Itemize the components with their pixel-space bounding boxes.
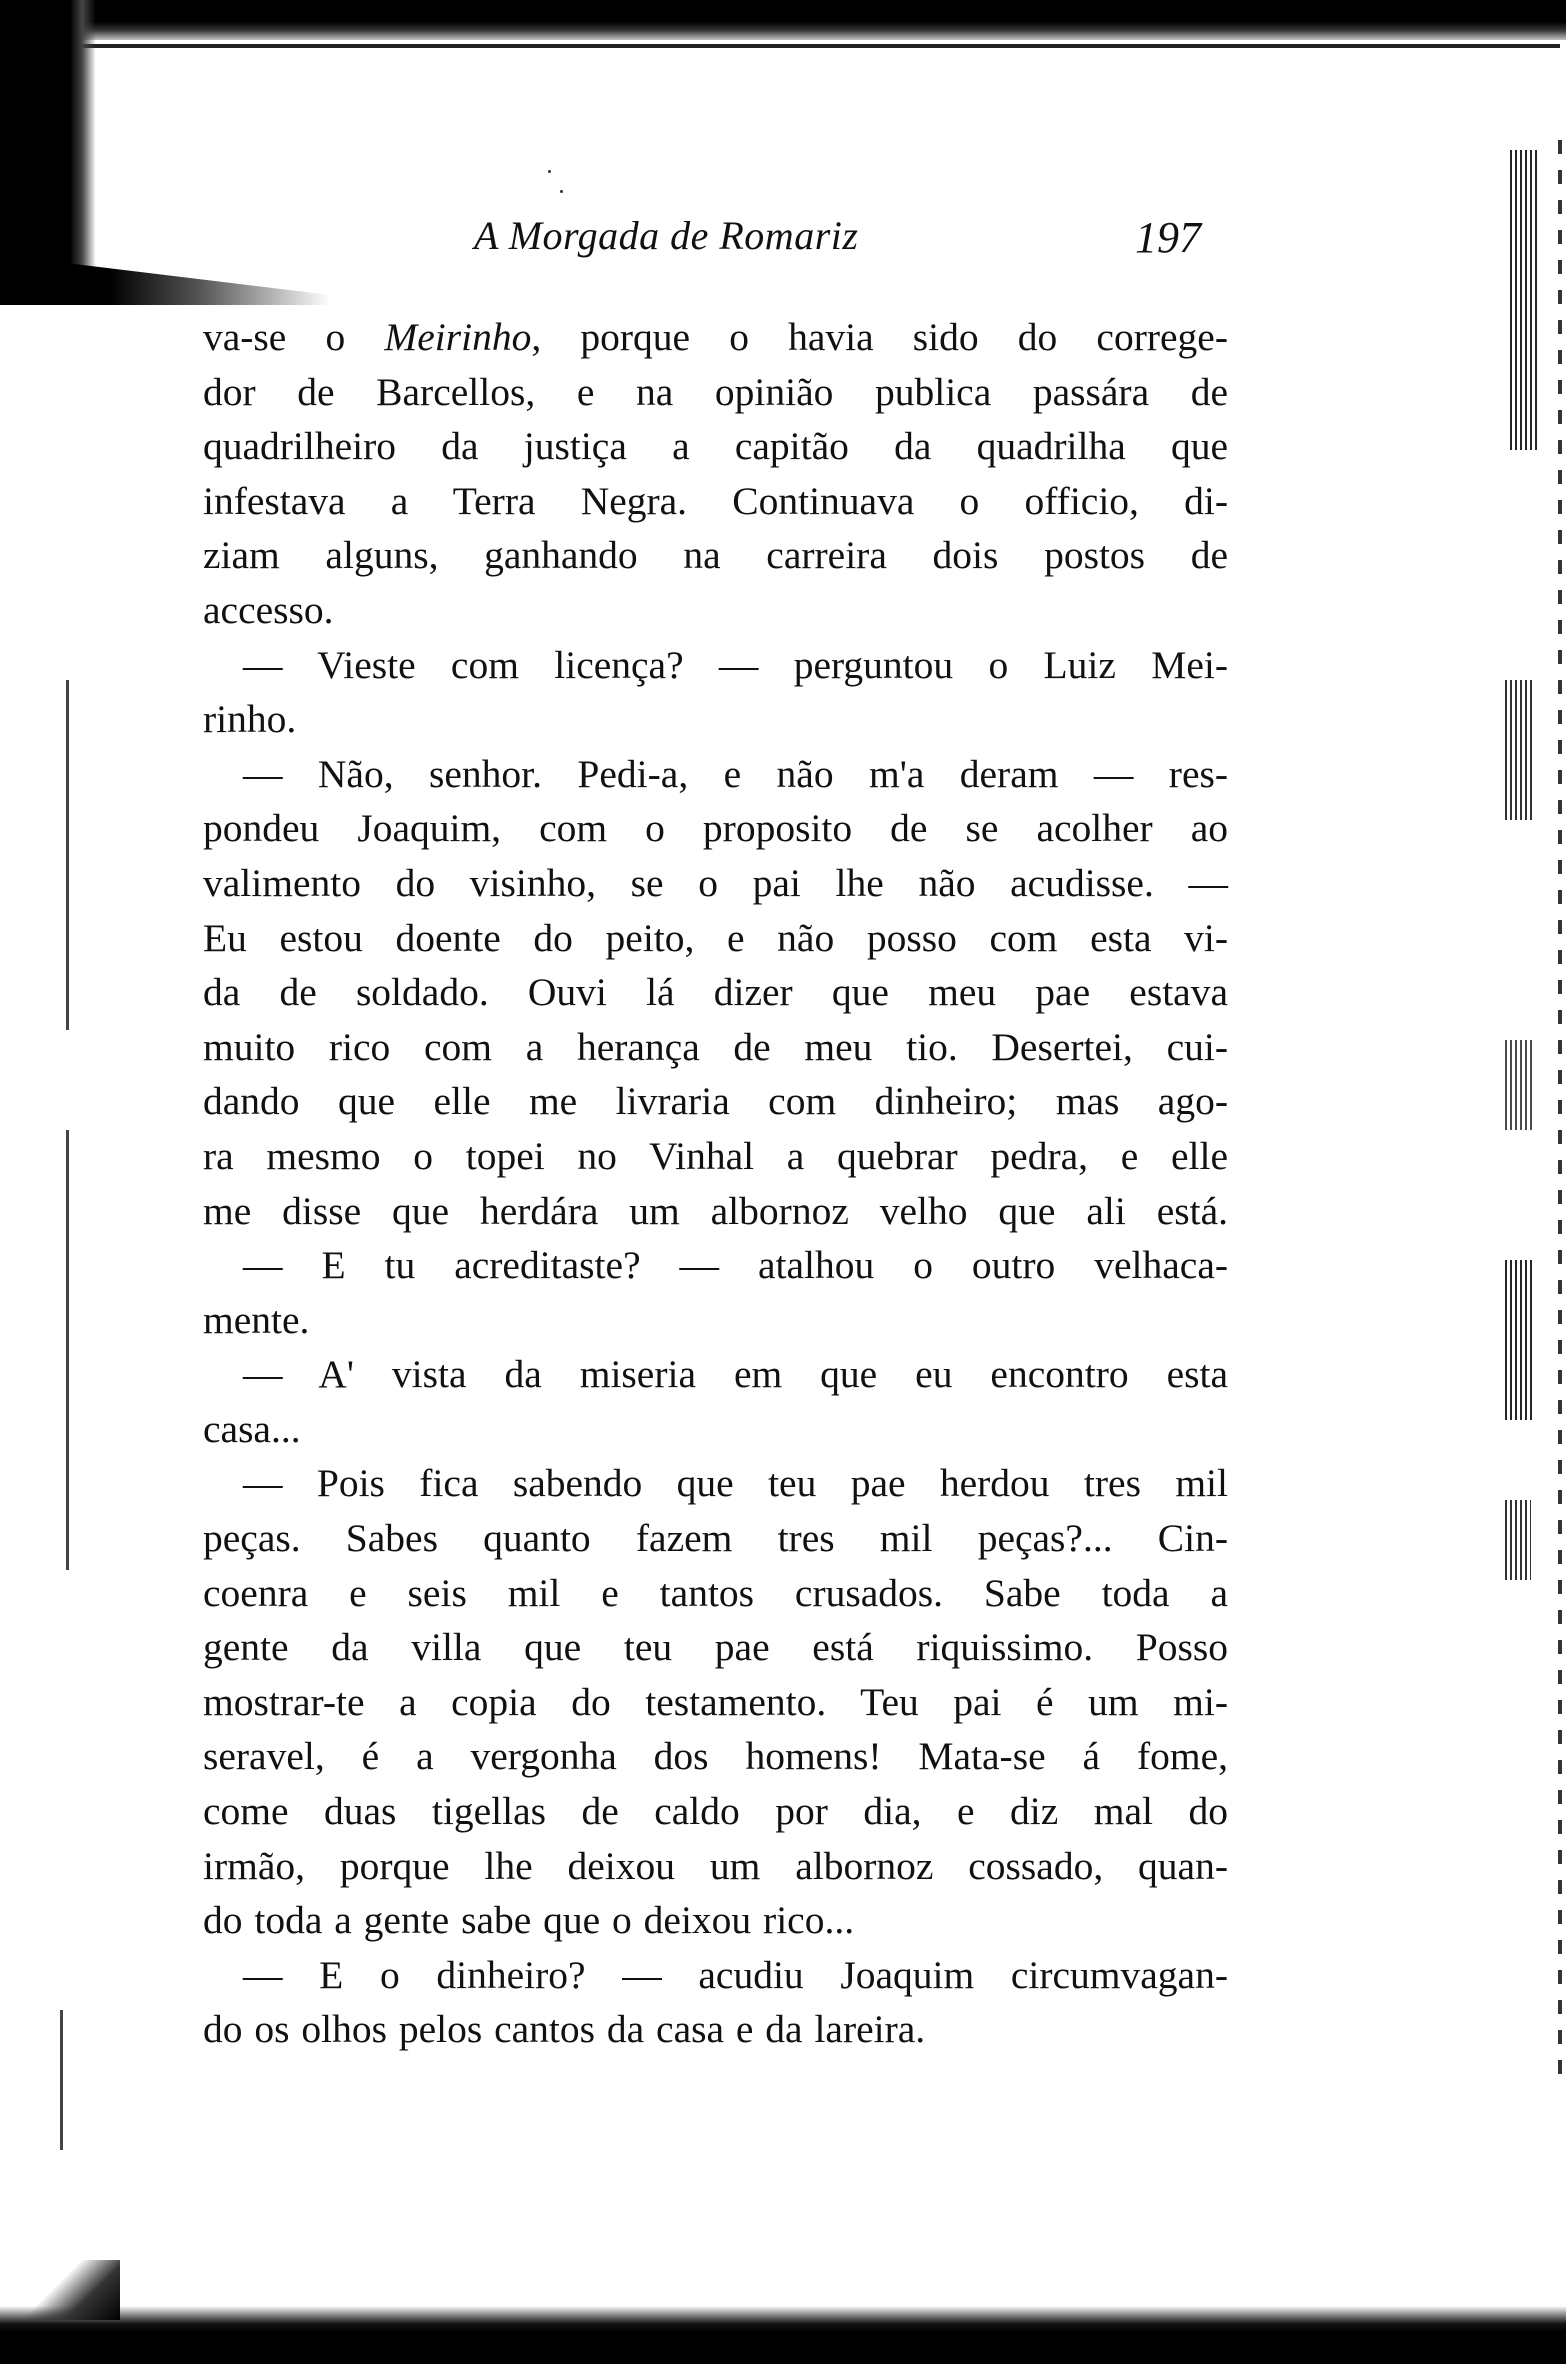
text-line: casa...	[203, 1406, 301, 1451]
text-line: da de soldado. Ouvi lá dizer que meu pae estava	[203, 970, 1228, 1015]
scan-bleedthrough-mark	[1505, 680, 1535, 820]
text-line: — Vieste com licença? — perguntou o Luiz Mei-	[243, 642, 1228, 687]
scan-margin-line	[66, 1130, 69, 1570]
scan-edge-right	[1558, 140, 1562, 2090]
text-line: coenra e seis mil e tantos crusados. Sabe toda a	[203, 1570, 1228, 1615]
scan-speck	[560, 190, 563, 193]
text-line: pondeu Joaquim, com o proposito de se acolher ao	[203, 806, 1228, 851]
scan-bleedthrough-mark	[1505, 1500, 1531, 1580]
text-line: peças. Sabes quanto fazem tres mil peças?... Cin-	[203, 1516, 1228, 1561]
text-line: — A' vista da miseria em que eu encontro esta	[243, 1352, 1228, 1397]
text-line: gente da villa que teu pae está riquissimo. Posso	[203, 1625, 1228, 1670]
page-number: 197	[1135, 213, 1201, 262]
text-line: — Pois fica sabendo que teu pae herdou tres mil	[243, 1461, 1228, 1506]
text-line: me disse que herdára um albornoz velho que ali está.	[203, 1188, 1228, 1233]
text-line: irmão, porque lhe deixou um albornoz cossado, quan-	[203, 1843, 1228, 1888]
text-line: mente.	[203, 1297, 310, 1342]
text-line: dando que elle me livraria com dinheiro; mas ago-	[203, 1079, 1228, 1124]
text-line: — E tu acreditaste? — atalhou o outro velhaca-	[243, 1243, 1228, 1288]
body-text	[203, 310, 1228, 2057]
text-line: valimento do visinho, se o pai lhe não acudisse. —	[203, 860, 1228, 905]
scan-margin-line	[60, 2010, 63, 2150]
text-line: infestava a Terra Negra. Continuava o officio, di-	[203, 478, 1228, 523]
text-line: va-se o Meirinho, porque o havia sido do correge-	[203, 315, 1228, 359]
text-line: dor de Barcellos, e na opinião publica passára de	[203, 369, 1228, 414]
scan-shadow-left	[0, 255, 330, 305]
text-line: do toda a gente sabe que o deixou rico...	[203, 1898, 855, 1943]
scan-bleedthrough-mark	[1505, 1260, 1535, 1420]
text-line: — Não, senhor. Pedi-a, e não m'a deram — res-	[243, 751, 1228, 796]
text-line: seravel, é a vergonha dos homens! Mata-se á fome,	[203, 1734, 1228, 1779]
scan-bleedthrough-mark	[1505, 1040, 1533, 1130]
text-line: do os olhos pelos cantos da casa e da lareira.	[203, 2007, 926, 2052]
scan-margin-line	[66, 680, 69, 1030]
text-line: mostrar-te a copia do testamento. Teu pai é um mi-	[203, 1679, 1228, 1724]
text-line: rinho.	[203, 697, 297, 742]
text-line: muito rico com a herança de meu tio. Desertei, cui-	[203, 1024, 1228, 1069]
scan-bleedthrough-mark	[1510, 150, 1538, 450]
text-line: quadrilheiro da justiça a capitão da quadrilha que	[203, 424, 1228, 469]
text-line: — E o dinheiro? — acudiu Joaquim circumvagan-	[243, 1952, 1228, 1997]
text-line: ziam alguns, ganhando na carreira dois postos de	[203, 533, 1228, 578]
scan-shadow-bottom	[0, 2260, 120, 2320]
scan-border-top	[0, 0, 1566, 40]
scan-border-left	[0, 0, 95, 300]
text-line: Eu estou doente do peito, e não posso com esta vi-	[203, 915, 1228, 960]
scan-border-bottom	[0, 2306, 1566, 2364]
scan-rule-top	[60, 44, 1560, 48]
text-line: come duas tigellas de caldo por dia, e diz mal do	[203, 1789, 1228, 1834]
running-title: A Morgada de Romariz	[474, 213, 859, 258]
scan-speck	[548, 170, 551, 173]
text-line: accesso.	[203, 587, 334, 632]
text-line: ra mesmo o topei no Vinhal a quebrar pedra, e elle	[203, 1133, 1228, 1178]
